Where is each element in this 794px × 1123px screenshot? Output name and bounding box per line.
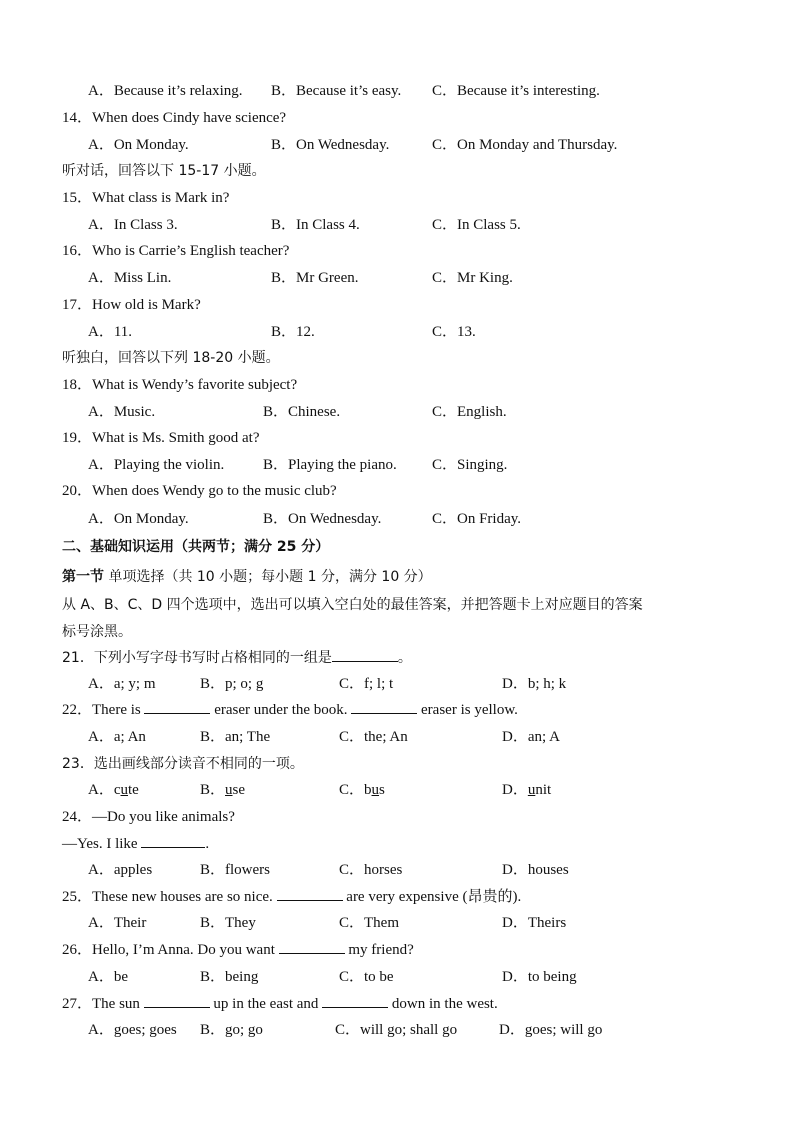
q19-option-c: C．Singing. [432, 457, 508, 473]
q23-option-a: A．cute [88, 782, 139, 798]
q24-option-b: B．flowers [200, 862, 270, 878]
section-heading-15-17: 听对话，回答以下 15-17 小题。 [62, 163, 266, 179]
q24-stem: 24．—Do you like animals? [62, 809, 235, 825]
q25-option-d: D．Theirs [502, 915, 567, 931]
q26-stem-part-1: 26．Hello, I’m Anna. Do you want [62, 942, 279, 958]
q27-option-b: B．go; go [200, 1022, 263, 1038]
section-one-title: 第一节 [62, 569, 104, 585]
q16-option-a: A．Miss Lin. [88, 270, 172, 286]
q13-option-b: B．Because it’s easy. [271, 83, 402, 99]
q24-reply-text: —Yes. I like [62, 836, 142, 852]
q23-option-b: B．use [200, 782, 246, 798]
q25-stem [62, 888, 521, 906]
q24-option-d: D．houses [502, 862, 569, 878]
q27-option-d: D．goes; will go [499, 1022, 603, 1038]
q24-reply [62, 835, 209, 853]
q25-option-c: C．Them [339, 915, 399, 931]
q18-option-c: C．English. [432, 404, 507, 420]
q20-option-c: C．On Friday. [432, 511, 522, 527]
q14-option-a: A．On Monday. [88, 137, 189, 153]
q24-option-a: A．apples [88, 862, 153, 878]
q19-stem: 19．What is Ms. Smith good at? [62, 430, 260, 446]
q25-stem-part-1: 25．These new houses are so nice. [62, 889, 277, 905]
q21-option-d: D．b; h; k [502, 676, 567, 692]
q23-stem: 23．选出画线部分读音不相同的一项。 [62, 756, 304, 772]
q18-option-a: A．Music. [88, 404, 156, 420]
q22-option-b: B．an; The [200, 729, 271, 745]
q25-stem-part-2: are very expensive (昂贵的). [342, 889, 522, 905]
q26-option-d: D．to being [502, 969, 577, 985]
instructions-line-2: 标号涂黑。 [62, 624, 132, 640]
q19-option-b: B．Playing the piano. [263, 457, 397, 473]
q21-stem-end: 。 [397, 650, 412, 666]
q22-stem [62, 701, 518, 719]
q22-stem-part-2: eraser under the book. [210, 702, 352, 718]
q26-option-c: C．to be [339, 969, 394, 985]
q14-option-c: C．On Monday and Thursday. [432, 137, 618, 153]
q27-option-c: C．will go; shall go [335, 1022, 458, 1038]
answer-blank [144, 701, 210, 714]
q16-stem: 16．Who is Carrie’s English teacher? [62, 243, 290, 259]
q17-option-b: B．12. [271, 324, 315, 340]
q17-option-c: C．13. [432, 324, 476, 340]
answer-blank [279, 941, 345, 954]
q18-stem: 18．What is Wendy’s favorite subject? [62, 377, 298, 393]
q14-stem: 14．When does Cindy have science? [62, 110, 287, 126]
q21-stem [62, 649, 412, 667]
q16-option-b: B．Mr Green. [271, 270, 359, 286]
q26-stem [62, 941, 414, 959]
q21-option-c: C．f; l; t [339, 676, 394, 692]
q26-option-a: A．be [88, 969, 128, 985]
section-one-description: 单项选择（共 10 小题；每小题 1 分，满分 10 分） [104, 569, 432, 585]
q25-option-a: A．Their [88, 915, 147, 931]
q16-option-c: C．Mr King. [432, 270, 513, 286]
q27-stem-part-2: up in the east and [209, 996, 323, 1012]
q14-option-b: B．On Wednesday. [271, 137, 390, 153]
q17-option-a: A．11. [88, 324, 133, 340]
q21-stem-text: 21．下列小写字母书写时占格相同的一组是 [62, 650, 332, 666]
q13-option-a: A．Because it’s relaxing. [88, 83, 243, 99]
q20-option-a: A．On Monday. [88, 511, 189, 527]
q20-stem: 20．When does Wendy go to the music club? [62, 483, 337, 499]
section-heading-18-20: 听独白，回答以下列 18-20 小题。 [62, 350, 280, 366]
q22-stem-part-1: 22．There is [62, 702, 145, 718]
answer-blank [322, 995, 388, 1008]
q23-option-d: D．unit [502, 782, 552, 798]
q20-option-b: B．On Wednesday. [263, 511, 382, 527]
answer-blank [141, 835, 205, 848]
q22-option-c: C．the; An [339, 729, 408, 745]
q26-option-b: B．being [200, 969, 259, 985]
q25-option-b: B．They [200, 915, 256, 931]
q18-option-b: B．Chinese. [263, 404, 341, 420]
q22-option-d: D．an; A [502, 729, 560, 745]
section-one-heading [62, 568, 432, 586]
q24-option-c: C．horses [339, 862, 403, 878]
answer-blank [144, 995, 210, 1008]
q19-option-a: A．Playing the violin. [88, 457, 225, 473]
q15-option-c: C．In Class 5. [432, 217, 521, 233]
q15-option-b: B．In Class 4. [271, 217, 360, 233]
answer-blank [332, 649, 398, 662]
q21-option-b: B．p; o; g [200, 676, 264, 692]
q23-option-c: C．bus [339, 782, 385, 798]
q27-stem-part-1: 27．The sun [62, 996, 144, 1012]
q22-option-a: A．a; An [88, 729, 146, 745]
q26-stem-part-2: my friend? [344, 942, 414, 958]
part-two-title: 二、基础知识运用（共两节；满分 25 分） [62, 539, 330, 555]
instructions-line-1: 从 A、B、C、D 四个选项中，选出可以填入空白处的最佳答案，并把答题卡上对应题目的答案 [62, 597, 643, 613]
q27-option-a: A．goes; goes [88, 1022, 177, 1038]
q15-stem: 15．What class is Mark in? [62, 190, 230, 206]
q24-reply-end: . [205, 836, 210, 852]
q27-stem [62, 995, 498, 1013]
q15-option-a: A．In Class 3. [88, 217, 178, 233]
q17-stem: 17．How old is Mark? [62, 297, 201, 313]
q27-stem-part-3: down in the west. [388, 996, 498, 1012]
q13-option-c: C．Because it’s interesting. [432, 83, 600, 99]
answer-blank [277, 888, 343, 901]
answer-blank [351, 701, 417, 714]
q21-option-a: A．a; y; m [88, 676, 156, 692]
q22-stem-part-3: eraser is yellow. [417, 702, 518, 718]
